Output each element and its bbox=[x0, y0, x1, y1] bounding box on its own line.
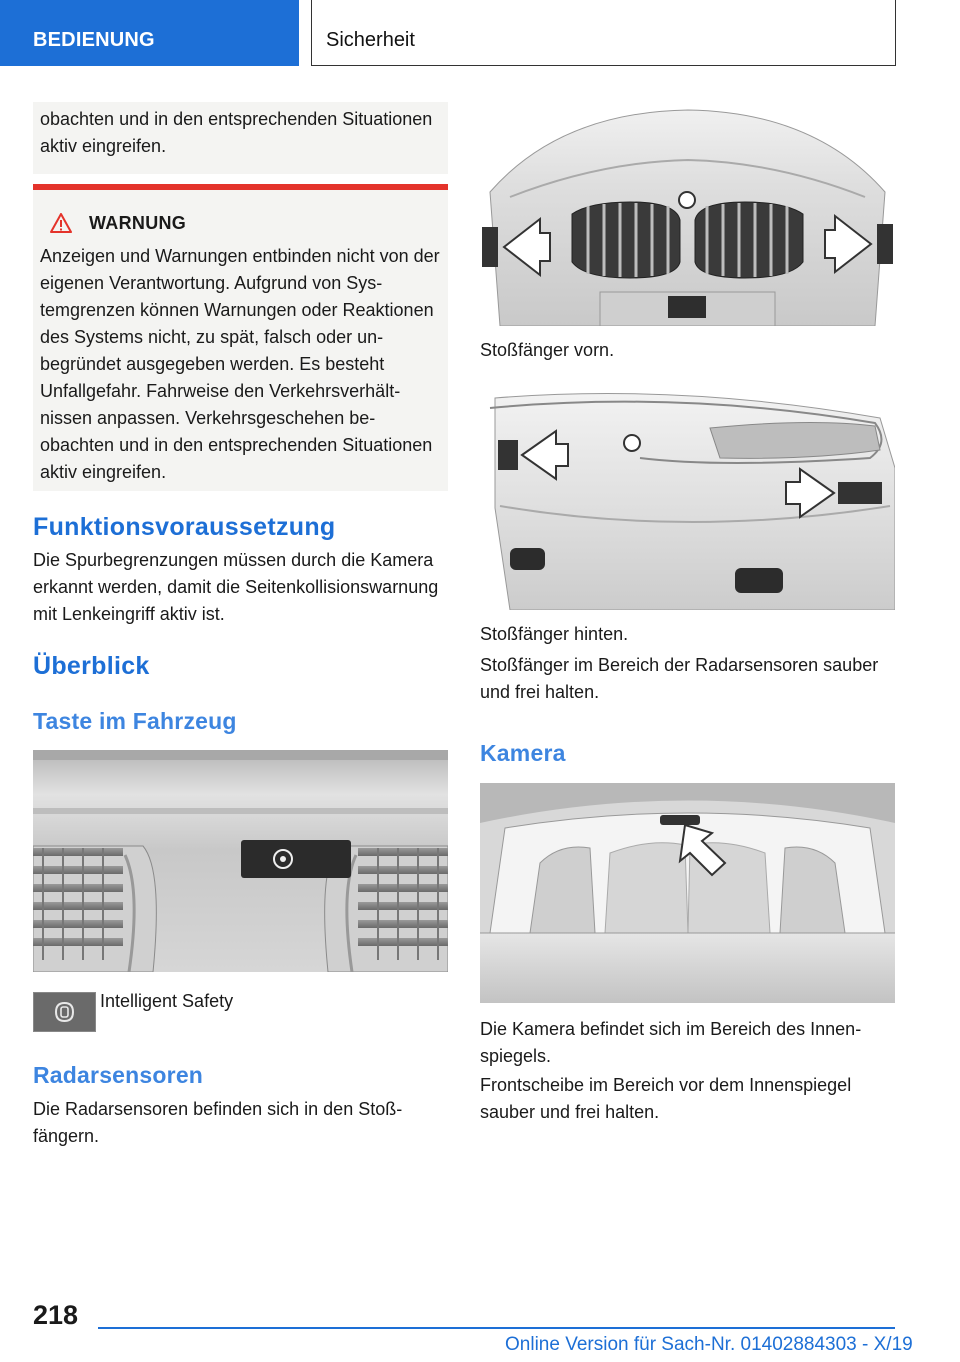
caption-front-bumper: Stoßfänger vorn. bbox=[480, 340, 615, 360]
button-label: Intelligent Safety bbox=[100, 991, 234, 1011]
heading-kamera: Kamera bbox=[480, 740, 566, 766]
rear-bumper-image bbox=[480, 388, 895, 610]
heading-radarsensoren: Radarsensoren bbox=[33, 1062, 204, 1088]
warning-triangle-icon bbox=[50, 213, 72, 233]
heading-taste-im-fahrzeug: Taste im Fahrzeug bbox=[33, 708, 237, 734]
paragraph-rear-bumper: Stoßfänger im Bereich der Radarsensoren sauber und frei halten. bbox=[480, 655, 879, 702]
heading-ueberblick: Überblick bbox=[33, 652, 150, 680]
paragraph-funktionsvoraussetzung: Die Spurbegrenzungen müssen durch die Kamera erkannt werden, damit die Seitenkollisionswarnung mit Lenkeingriff aktiv ist. bbox=[33, 550, 439, 624]
warning-continued-box bbox=[33, 102, 448, 174]
paragraph-radarsensoren: Die Radarsensoren befinden sich in den Stoßfängern. bbox=[33, 1099, 403, 1146]
footer-divider bbox=[98, 1327, 895, 1329]
front-bumper-image bbox=[480, 102, 895, 326]
intelligent-safety-icon bbox=[33, 992, 96, 1032]
warning-text: Anzeigen und Warnungen entbinden nicht von der eigenen Verantwortung. Aufgrund von Systemgrenzen können Warnungen oder Reaktionen des Systems nicht, zu spät, falsch oder unbegründet ausgegeben werden. Es besteht Unfallgefahr. Fahrweise den Verkehrsverhältnissen anpassen. Verkehrsgeschehen beobachten und in den entsprechenden Situationen aktiv eingreifen. bbox=[40, 246, 440, 482]
dashboard-button-image bbox=[33, 750, 448, 972]
paragraph-kamera-location: Die Kamera befindet sich im Bereich des Innenspiegels. bbox=[480, 1019, 862, 1066]
page-number: 218 bbox=[33, 1300, 79, 1330]
warning-box bbox=[33, 184, 448, 491]
footer-version-text: Online Version für Sach-Nr. 01402884303 - X/19 bbox=[505, 1334, 913, 1355]
warning-title bbox=[50, 211, 440, 235]
caption-rear-bumper: Stoßfänger hinten. bbox=[480, 624, 629, 644]
warning-title-text: WARNUNG bbox=[89, 212, 187, 233]
paragraph-kamera-clean: Frontscheibe im Bereich vor dem Innenspiegel sauber und frei halten. bbox=[480, 1075, 852, 1122]
heading-funktionsvoraussetzung: Funktionsvoraussetzung bbox=[33, 513, 336, 541]
warning-continued-text: obachten und in den entsprechenden Situationen aktiv eingreifen. bbox=[40, 109, 433, 156]
section-tab: BEDIENUNG bbox=[0, 0, 299, 66]
camera-image bbox=[480, 783, 895, 1003]
chapter-title: Sicherheit bbox=[311, 0, 896, 66]
